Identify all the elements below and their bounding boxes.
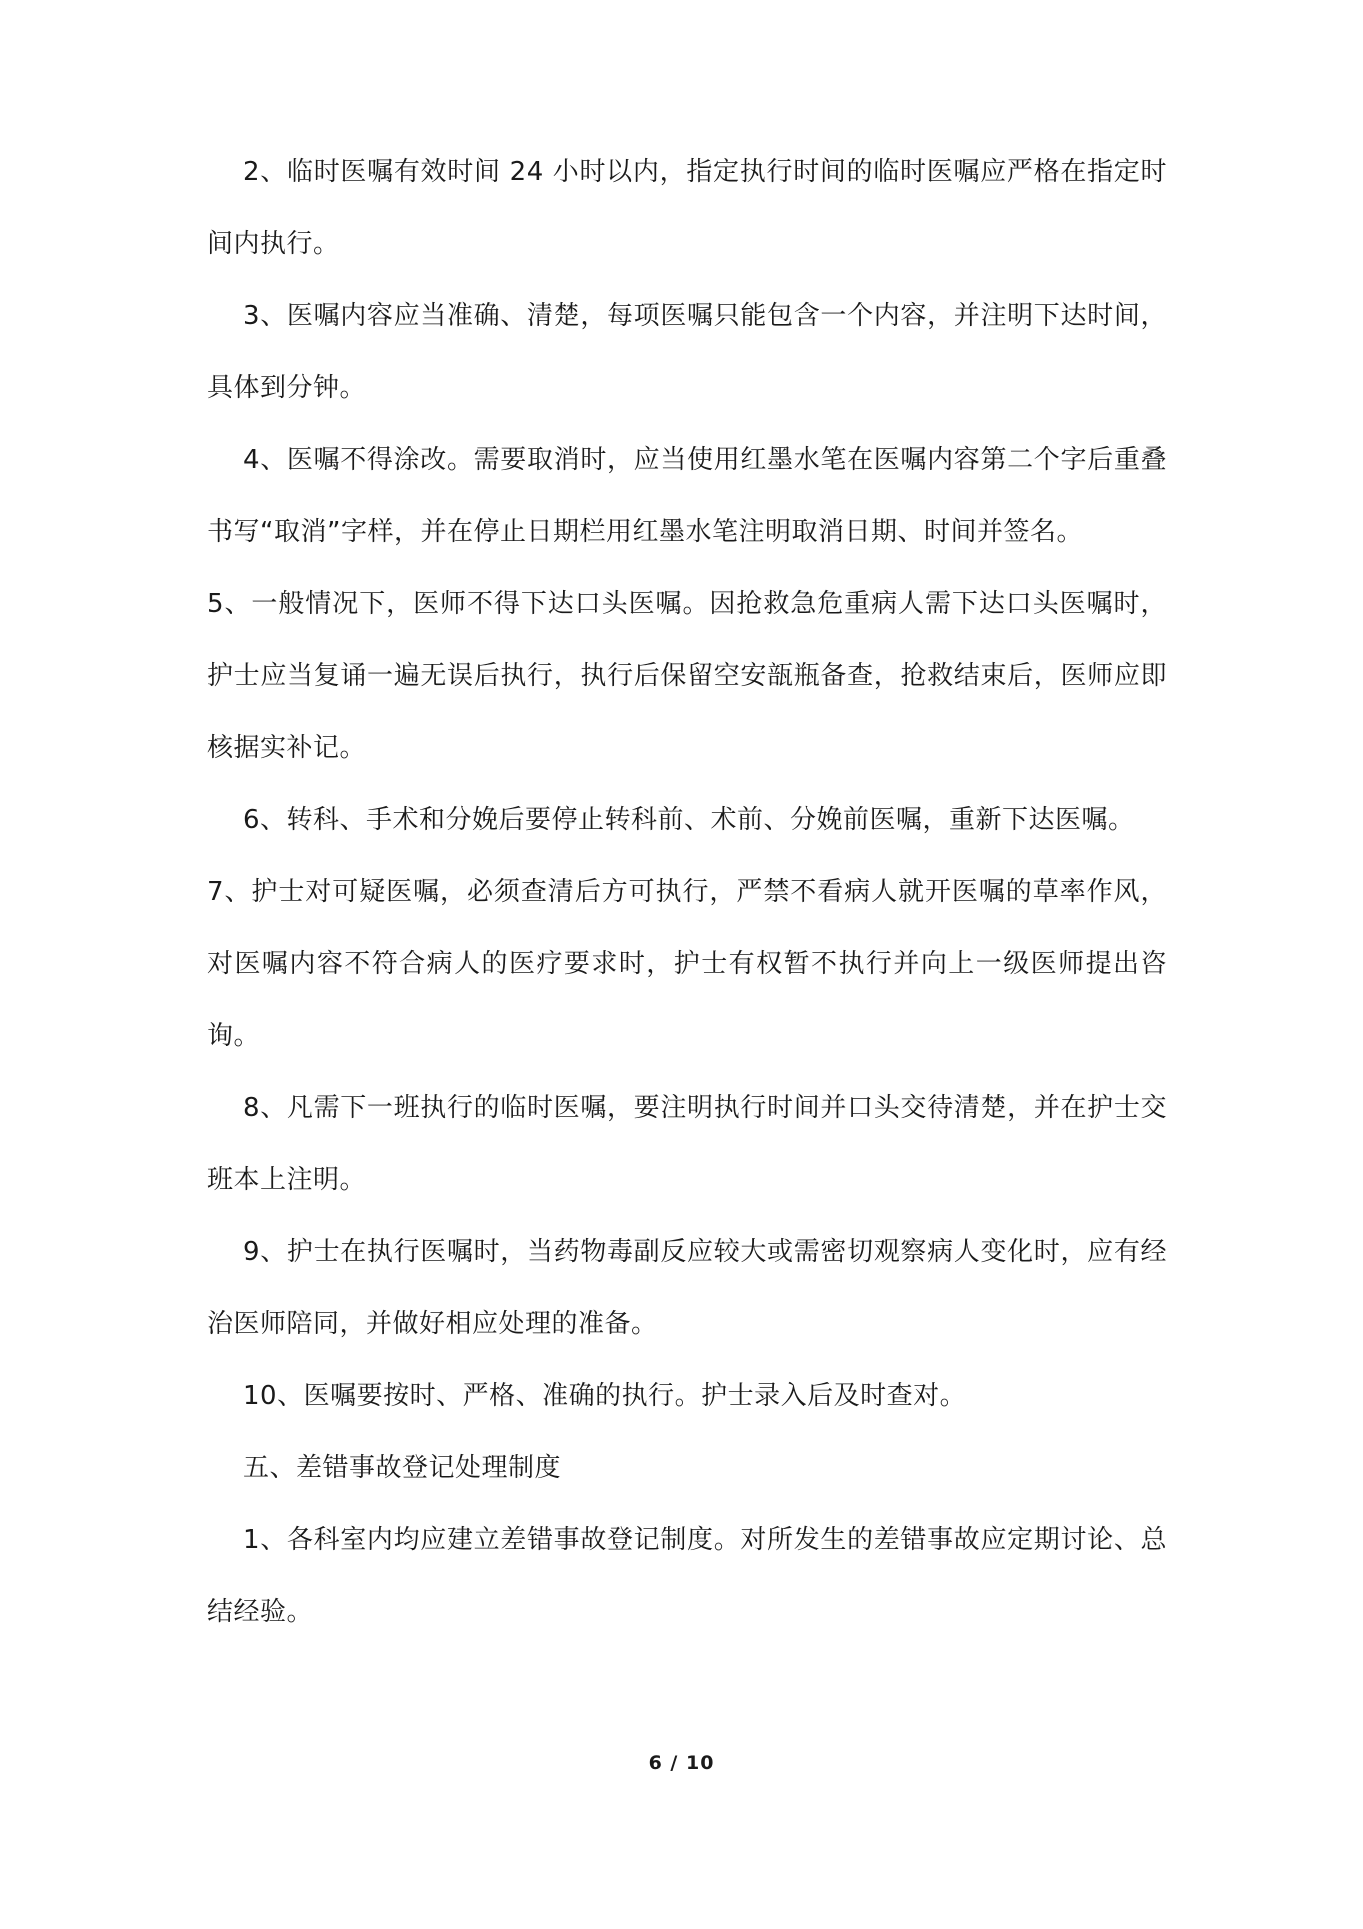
- paragraph-item-9: 9、护士在执行医嘱时，当药物毒副反应较大或需密切观察病人变化时，应有经治医师陪同，并做好相应处理的准备。: [207, 1237, 1167, 1339]
- paragraph-item-10: 10、医嘱要按时、严格、准确的执行。护士录入后及时查对。: [243, 1381, 967, 1411]
- paragraph-item-4: 4、医嘱不得涂改。需要取消时，应当使用红墨水笔在医嘱内容第二个字后重叠书写“取消”字样，并在停止日期栏用红墨水笔注明取消日期、时间并签名。: [207, 445, 1167, 547]
- paragraph-item-6: 6、转科、手术和分娩后要停止转科前、术前、分娩前医嘱，重新下达医嘱。: [243, 805, 1135, 835]
- paragraph-item-2: 2、临时医嘱有效时间 24 小时以内，指定执行时间的临时医嘱应严格在指定时间内执行。: [207, 157, 1167, 259]
- document-body: [207, 136, 1167, 1648]
- paragraph-item-3: 3、医嘱内容应当准确、清楚，每项医嘱只能包含一个内容，并注明下达时间，具体到分钟。: [207, 301, 1167, 403]
- paragraph-item-5: 5、一般情况下，医师不得下达口头医嘱。因抢救急危重病人需下达口头医嘱时，护士应当复诵一遍无误后执行，执行后保留空安瓿瓶备查，抢救结束后，医师应即核据实补记。: [207, 589, 1167, 763]
- paragraph-item-8: 8、凡需下一班执行的临时医嘱，要注明执行时间并口头交待清楚，并在护士交班本上注明。: [207, 1093, 1167, 1195]
- paragraph-item-7: 7、护士对可疑医嘱，必须查清后方可执行，严禁不看病人就开医嘱的草率作风，对医嘱内容不符合病人的医疗要求时，护士有权暂不执行并向上一级医师提出咨询。: [207, 877, 1167, 1051]
- page-number: 6 / 10: [648, 1752, 715, 1774]
- section-heading: 五、差错事故登记处理制度: [243, 1453, 562, 1483]
- paragraph-item-section5-1: 1、各科室内均应建立差错事故登记制度。对所发生的差错事故应定期讨论、总结经验。: [207, 1525, 1167, 1627]
